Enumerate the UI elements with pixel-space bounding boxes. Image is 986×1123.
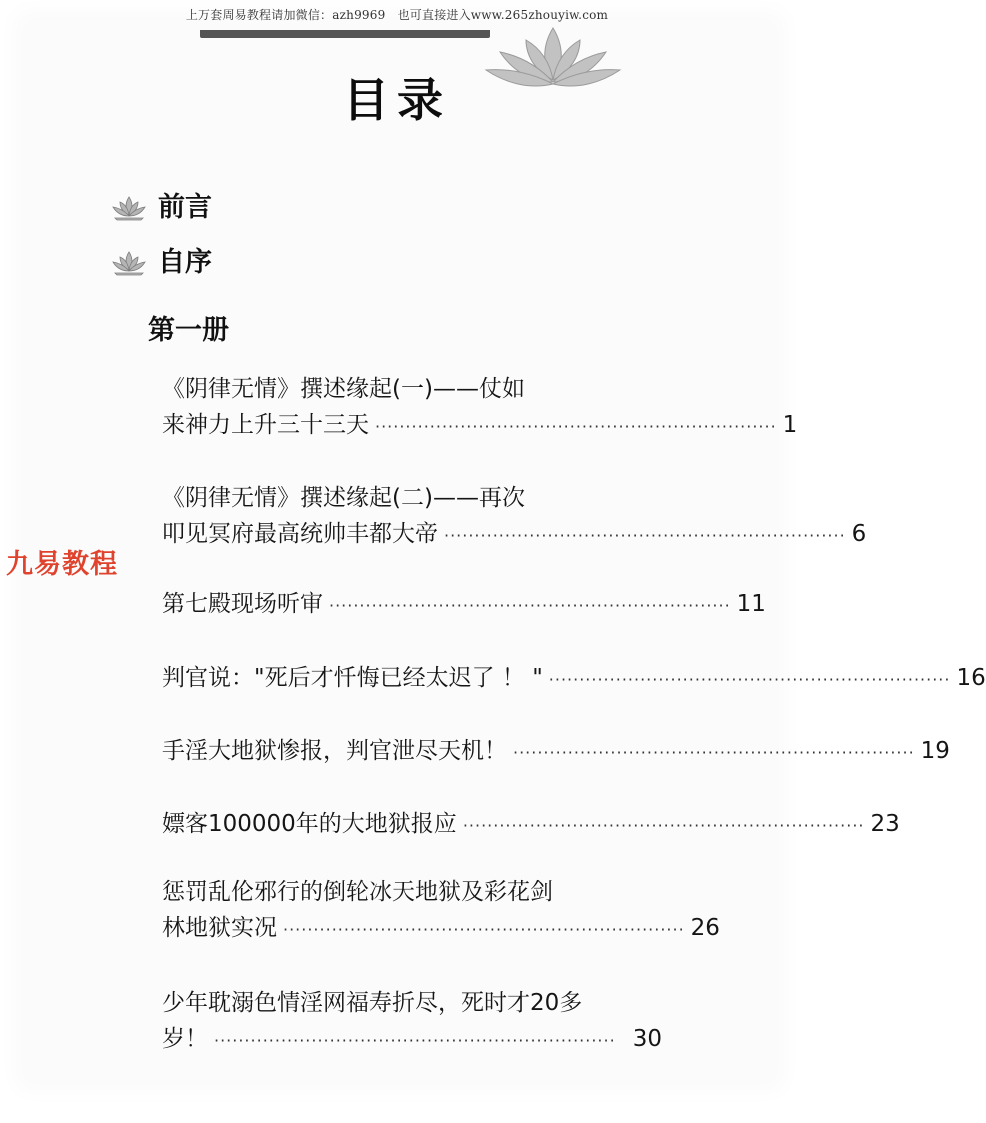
toc-title-continued: 叩见冥府最高统帅丰都大帝 bbox=[162, 521, 438, 547]
page-number: 19 bbox=[920, 738, 950, 764]
dot-leader: ·································································· bbox=[548, 670, 951, 689]
toc-line bbox=[162, 874, 662, 910]
toc-line bbox=[162, 586, 766, 622]
toc-entry bbox=[162, 586, 766, 622]
dot-leader: ·································································· bbox=[214, 1031, 616, 1050]
toc-line bbox=[162, 660, 986, 696]
toc-title: 《阴律无情》撰述缘起(二)——再次 bbox=[162, 485, 525, 511]
toc-line bbox=[162, 985, 662, 1021]
section-label: 自序 bbox=[158, 247, 212, 278]
dot-leader: ·································································· bbox=[462, 816, 865, 835]
toc-title-continued: 林地狱实况 bbox=[162, 915, 277, 941]
volume-heading: 第一册 bbox=[148, 315, 229, 346]
toc-line bbox=[162, 407, 798, 443]
page-number: 16 bbox=[956, 665, 986, 691]
toc-entry bbox=[162, 985, 662, 1057]
dot-leader: ·································································· bbox=[375, 417, 777, 436]
toc-line bbox=[162, 733, 950, 769]
dot-leader: ·································································· bbox=[444, 526, 846, 545]
toc-line bbox=[162, 371, 662, 407]
dot-leader: ·································································· bbox=[513, 743, 915, 762]
watermark-text: 九易教程 bbox=[6, 549, 118, 580]
toc-title: 惩罚乱伦邪行的倒轮冰天地狱及彩花剑 bbox=[162, 879, 553, 905]
section-label: 前言 bbox=[158, 192, 212, 223]
dot-leader: ·································································· bbox=[329, 596, 731, 615]
toc-title-continued: 岁！ bbox=[162, 1026, 208, 1052]
header-bar bbox=[200, 30, 490, 38]
toc-line bbox=[162, 480, 662, 516]
toc-line bbox=[162, 1021, 662, 1057]
toc-entry bbox=[162, 874, 720, 946]
toc-title: 《阴律无情》撰述缘起(一)——仗如 bbox=[162, 376, 525, 402]
toc-line bbox=[162, 910, 720, 946]
toc-line bbox=[162, 806, 900, 842]
toc-entry bbox=[162, 660, 986, 696]
toc-entry bbox=[162, 371, 798, 443]
toc-title: 判官说："死后才忏悔已经太迟了 ！ " bbox=[162, 665, 543, 691]
page-number: 1 bbox=[782, 412, 798, 438]
toc-title: 嫖客100000年的大地狱报应 bbox=[162, 811, 457, 837]
page-number: 30 bbox=[632, 1026, 662, 1052]
toc-line bbox=[162, 516, 867, 552]
page-title: 目录 bbox=[343, 73, 451, 127]
toc-entry bbox=[162, 733, 950, 769]
toc-entry bbox=[162, 480, 867, 552]
page-number: 6 bbox=[851, 521, 867, 547]
toc-title: 手淫大地狱惨报，判官泄尽天机！ bbox=[162, 738, 507, 764]
toc-entry bbox=[162, 806, 900, 842]
dot-leader: ·································································· bbox=[283, 920, 685, 939]
top-banner: 上万套周易教程请加微信：azh9969 也可直接进入www.265zhouyiw.com bbox=[185, 8, 609, 22]
page-number: 23 bbox=[870, 811, 900, 837]
page-number: 11 bbox=[736, 591, 766, 617]
toc-title-continued: 来神力上升三十三天 bbox=[162, 412, 369, 438]
toc-title: 第七殿现场听审 bbox=[162, 591, 323, 617]
page-number: 26 bbox=[690, 915, 720, 941]
toc-title: 少年耽溺色情淫网福寿折尽，死时才20多 bbox=[162, 990, 583, 1016]
lotus-icon bbox=[112, 249, 146, 277]
lotus-icon bbox=[112, 194, 146, 222]
